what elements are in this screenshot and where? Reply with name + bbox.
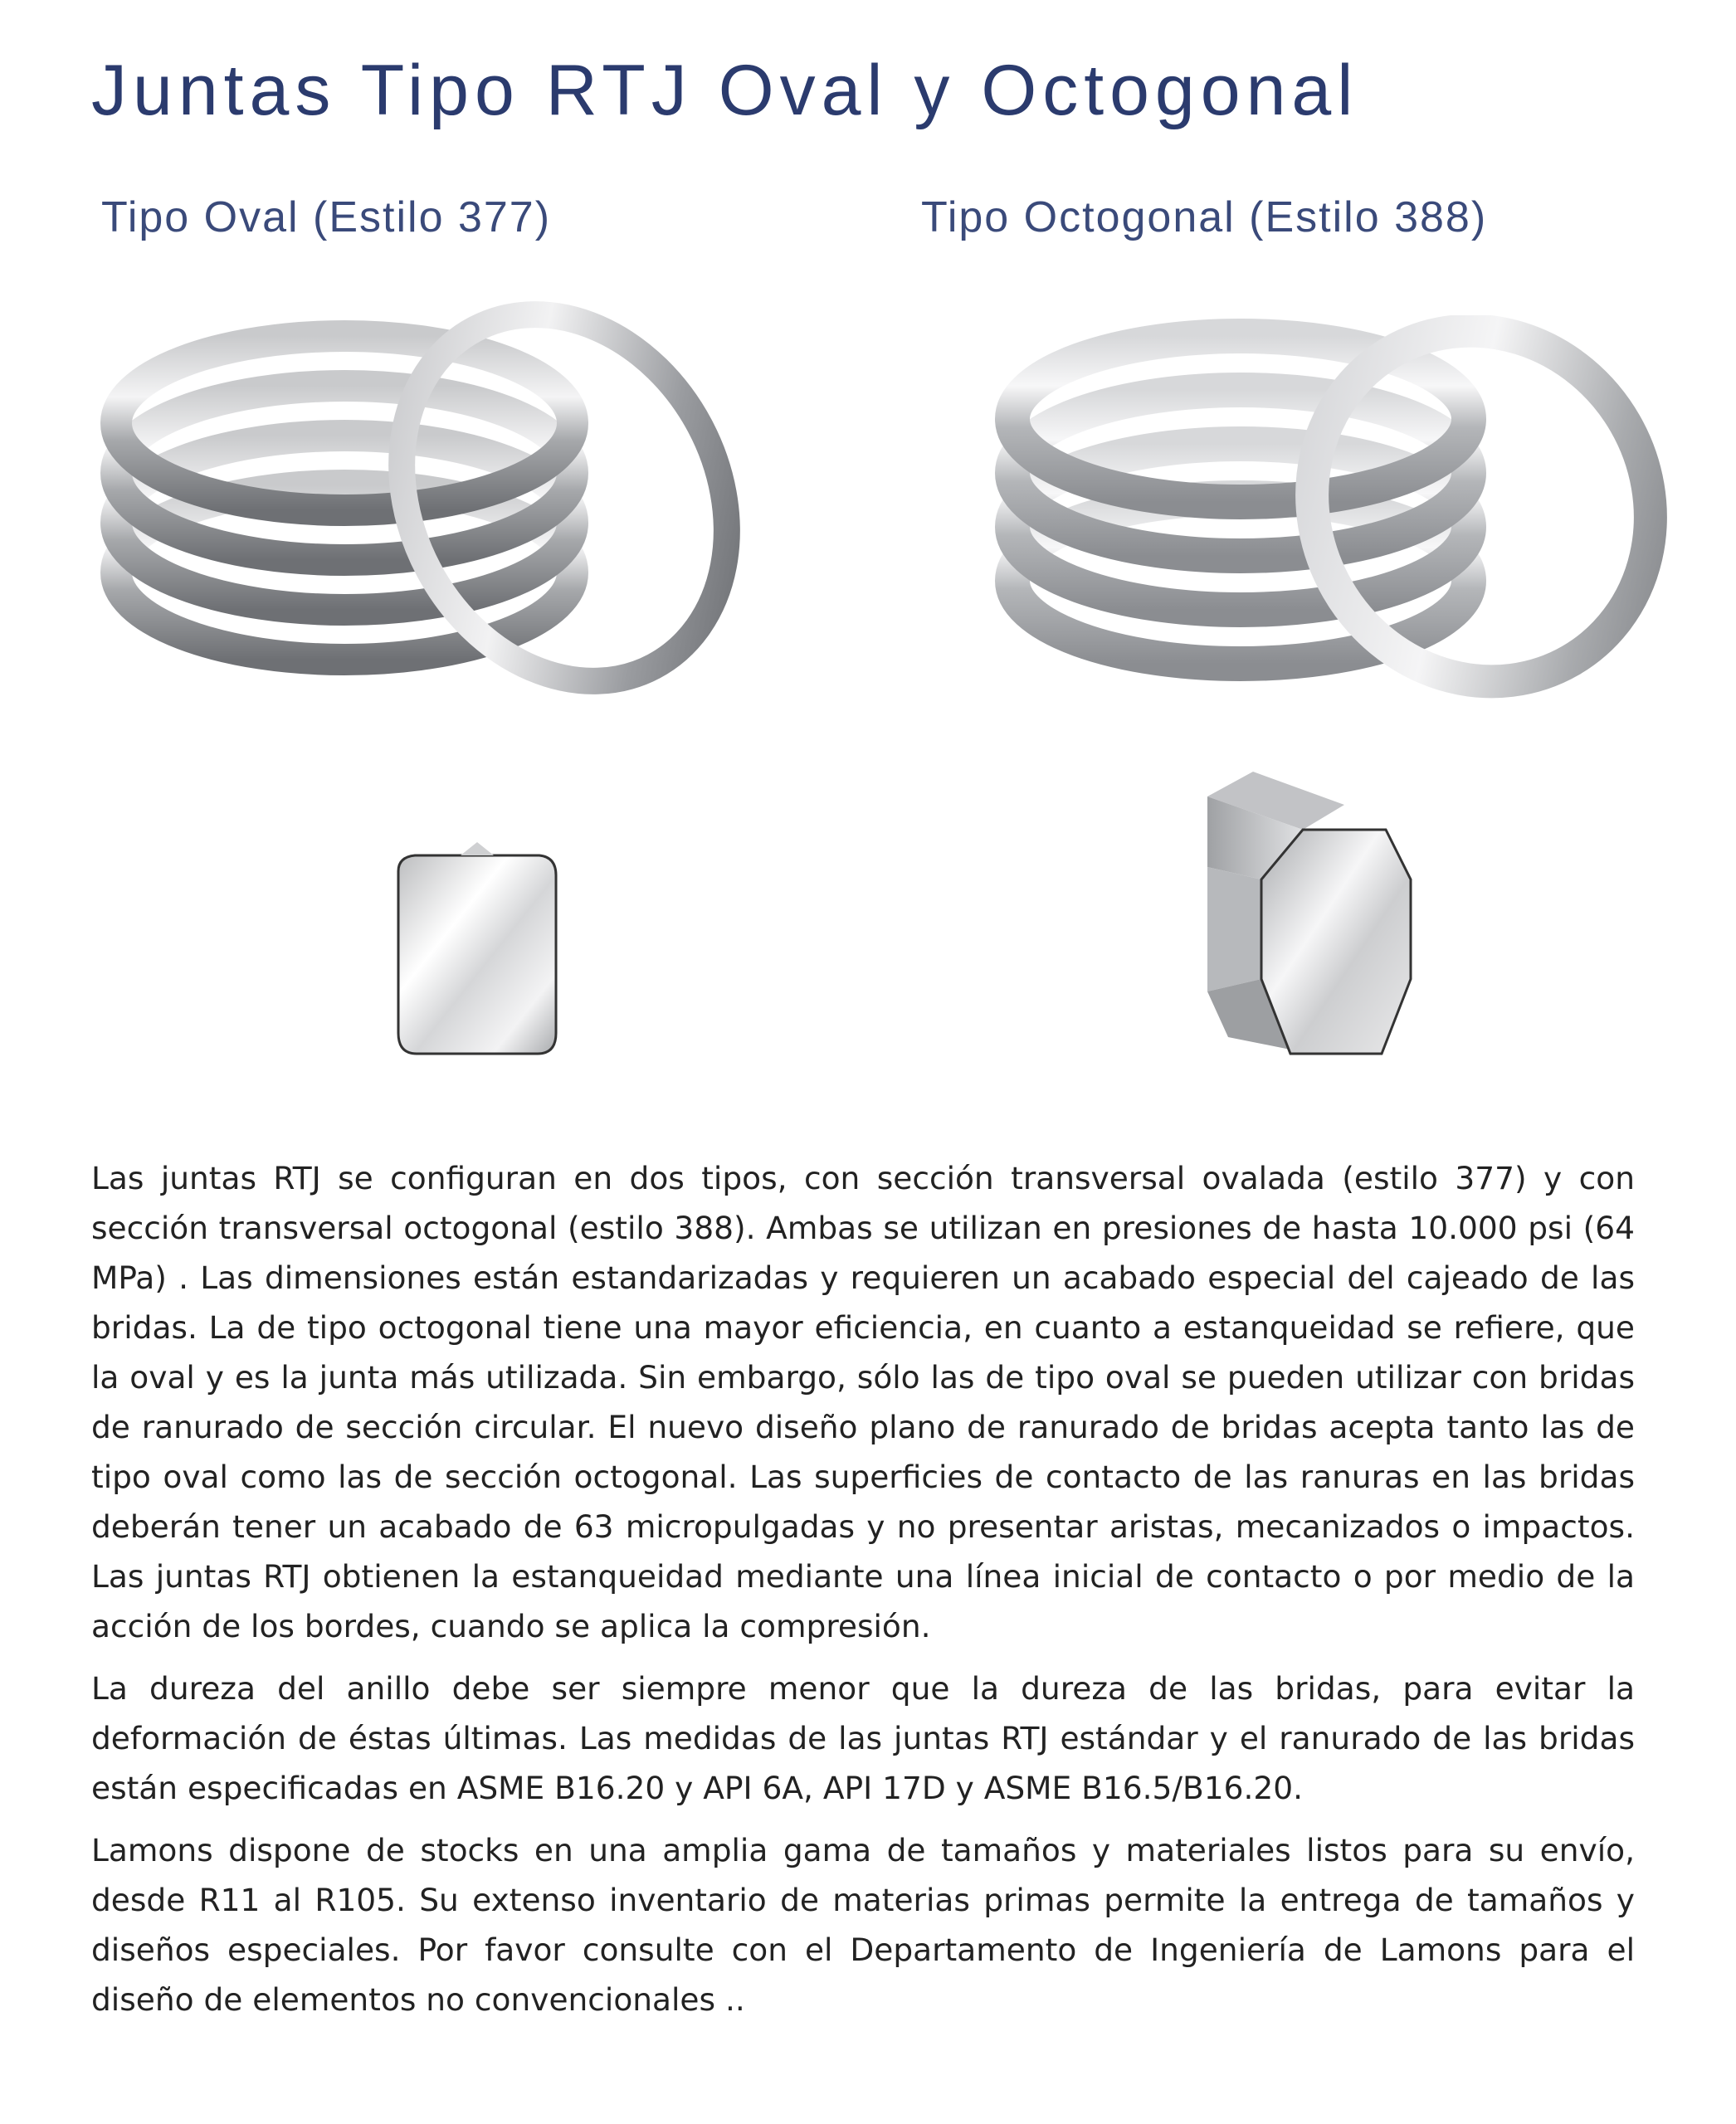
page-title: Juntas Tipo RTJ Oval y Octogonal [91,51,1359,130]
paragraph-lamons-stock: Lamons dispone de stocks en una amplia gama de tamaños y materiales listos para su envío, desde R11 al R105. Su extenso inventario de materias primas permite la entrega de tamaños y diseños especiales. Por favor consulte con el Departamento de Ingeniería de Lamons para el diseño de elementos no convencionales .. [91,1832,1635,2018]
octagonal-cross-section-diagram [1203,772,1419,1058]
octagonal-rings-photo [992,315,1705,705]
oval-rings-photo [100,299,813,697]
paragraph-rtj-types: Las juntas RTJ se configuran en dos tipos, con sección transversal ovalada (estilo 377) y con sección transversal octogonal (estilo 388). Ambas se utilizan en presiones de hasta 10.000 psi (64 MPa) . Las dimensiones están estandarizadas y requieren un acabado especial del cajeado de las bridas. La de tipo octogonal tiene una mayor eficiencia, en cuanto a estanqueidad se refiere, que la oval y es la junta más utilizada. Sin embargo, sólo las de tipo oval se pueden utilizar con bridas de ranurado de sección circular. El nuevo diseño plano de ranurado de bridas acepta tanto las de tipo oval como las de sección octogonal. Las superficies de contacto de las ranuras en las bridas deberán tener un acabado de 63 micropulgadas y no presentar aristas, mecanizados o impactos. Las juntas RTJ obtienen la estanqueidad mediante una línea inicial de contacto o por medio de la acción de los bordes, cuando se aplica la compresión. [91,1160,1635,1644]
oval-ring-stack [116,336,573,660]
octagonal-type-heading: Tipo Octogonal (Estilo 388) [921,193,1488,241]
oval-type-heading: Tipo Oval (Estilo 377) [101,193,552,241]
paragraph-ring-hardness: La dureza del anillo debe ser siempre menor que la dureza de las bridas, para evitar la deformación de éstas últimas. Las medidas de las juntas RTJ estándar y el ranurado de las bridas están especificadas en ASME B16.20 y API 6A, API 17D y ASME B16.5/B16.20. [91,1670,1635,1806]
oval-cross-section-diagram [390,834,564,1066]
octagonal-ring-stack [1012,336,1469,664]
